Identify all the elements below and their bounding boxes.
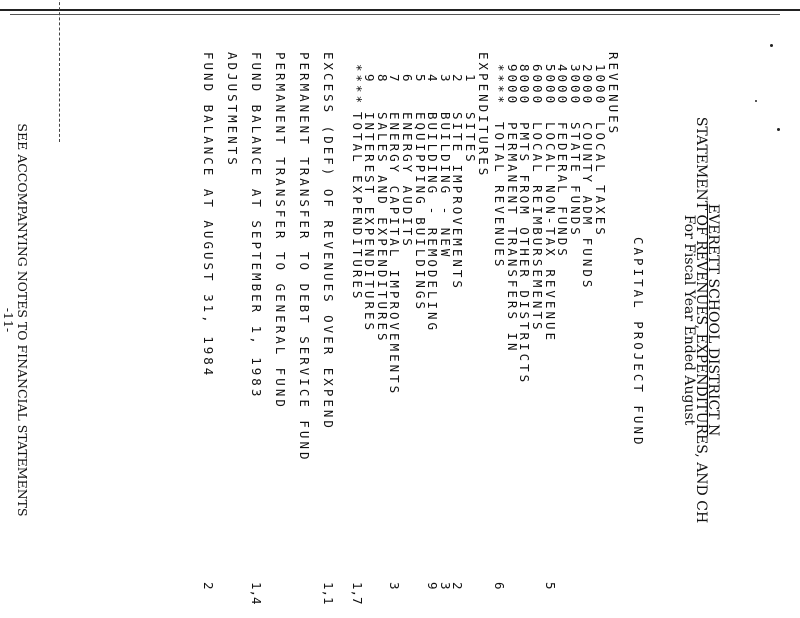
summary-line-value: 2 xyxy=(201,582,216,590)
summary-line-label: EXCESS (DEF) OF REVENUES OVER EXPEND xyxy=(321,52,336,431)
expenditure-line-code: 7 xyxy=(387,74,403,85)
expenditure-line-code: 1 xyxy=(463,74,478,85)
revenue-line-code: 3000 xyxy=(567,64,583,107)
expenditure-line-label: SALES AND EXPENDITURES xyxy=(374,112,390,344)
revenue-line-label: STATE FUNDS xyxy=(567,122,583,238)
revenue-line-code: 2000 xyxy=(580,64,596,107)
expenditure-line-value: 3 xyxy=(387,582,403,590)
expenditure-line-label: SITE IMPROVEMENTS xyxy=(450,112,466,291)
expenditure-line-code: **** xyxy=(349,64,365,107)
footer-notes: SEE ACCOMPANYING NOTES TO FINANCIAL STATEMENTS xyxy=(15,123,30,517)
summary-line-label: PERMANENT TRANSFER TO DEBT SERVICE FUND xyxy=(297,52,312,463)
revenue-line-value: 5 xyxy=(542,582,558,590)
expenditure-line-code: 2 xyxy=(450,74,466,85)
summary-line-label: FUND BALANCE AT SEPTEMBER 1, 1983 xyxy=(249,52,264,400)
revenue-line-label: LOCAL REIMBURSEMENTS xyxy=(530,122,545,333)
expenditure-line-label: BUILDING - NEW xyxy=(437,112,453,260)
summary-line-value: 1,4 xyxy=(249,582,264,605)
expenditure-line-code: 3 xyxy=(437,74,453,85)
top-scan-rule xyxy=(0,9,800,11)
summary-line-value: 1,1 xyxy=(321,582,336,605)
expenditure-line-code: 4 xyxy=(425,74,441,85)
revenue-line-label: PERMANENT TRANSFERS IN xyxy=(504,122,520,354)
expenditure-line-label: SITES xyxy=(463,112,478,165)
expenditure-line-value: 9 xyxy=(425,582,441,590)
footer-dash-rule xyxy=(59,0,60,142)
top-scan-rule-secondary xyxy=(10,14,780,15)
statement-title: STATEMENT OF REVENUES, EXPENDITURES, AND CH xyxy=(693,116,709,524)
revenue-line-label: LOCAL TAXES xyxy=(593,122,608,238)
expenditure-line-label: INTEREST EXPENDITURES xyxy=(362,112,378,334)
fund-title: CAPITAL PROJECT FUND xyxy=(631,237,646,448)
revenue-line-label: PMTS FROM OTHER DISTRICTS xyxy=(517,122,533,386)
summary-line-label: FUND BALANCE AT AUGUST 31, 1984 xyxy=(201,52,216,379)
expenditure-line-code: 8 xyxy=(374,74,390,85)
expenditure-line-label: ENERGY CAPITAL IMPROVEMENTS xyxy=(387,112,403,397)
expenditure-line-code: 5 xyxy=(412,74,428,85)
scan-speck xyxy=(777,128,780,131)
rotated-document-page xyxy=(1,22,721,618)
expenditure-line-label: TOTAL EXPENDITURES xyxy=(349,112,365,302)
expenditure-line-label: ENERGY AUDITS xyxy=(400,112,415,249)
revenue-line-code: 4000 xyxy=(555,64,571,107)
expenditure-line-code: 6 xyxy=(400,74,415,85)
expenditure-line-label: BUILDING - REMODELING xyxy=(425,112,441,334)
revenue-line-label: TOTAL REVENUES xyxy=(492,122,508,270)
fiscal-year-line: For Fiscal Year Ended August xyxy=(681,214,697,426)
revenue-line-code: 5000 xyxy=(542,64,558,107)
revenue-line-code: 6000 xyxy=(530,64,545,107)
revenue-line-label: FEDERAL FUNDS xyxy=(555,122,571,259)
scan-speck xyxy=(755,100,757,102)
expenditures-heading: EXPENDITURES xyxy=(476,52,491,179)
revenue-line-label: LOCAL NON-TAX REVENUE xyxy=(542,122,558,344)
expenditure-line-label: EQUIPPING BUILDINGS xyxy=(412,112,428,312)
expenditure-line-value: 2 xyxy=(450,582,466,590)
expenditure-line-value: 1,7 xyxy=(349,582,365,605)
expenditure-line-code: 9 xyxy=(362,74,378,85)
revenue-line-label: COUNTY ADM FUNDS xyxy=(580,122,596,291)
scan-speck xyxy=(770,44,773,47)
revenue-line-code: 1000 xyxy=(593,64,608,107)
district-name: EVERETT SCHOOL DISTRICT N xyxy=(705,203,721,437)
revenue-line-code: **** xyxy=(492,64,508,107)
summary-line-label: ADJUSTMENTS xyxy=(225,52,240,168)
summary-line-label: PERMANENT TRANSFER TO GENERAL FUND xyxy=(273,52,288,410)
revenue-line-code: 9000 xyxy=(504,64,520,107)
page-number: -11- xyxy=(1,307,16,333)
revenue-line-value: 6 xyxy=(492,582,508,590)
expenditure-line-value: 3 xyxy=(437,582,453,590)
revenues-heading: REVENUES xyxy=(606,52,621,137)
revenue-line-code: 8000 xyxy=(517,64,533,107)
